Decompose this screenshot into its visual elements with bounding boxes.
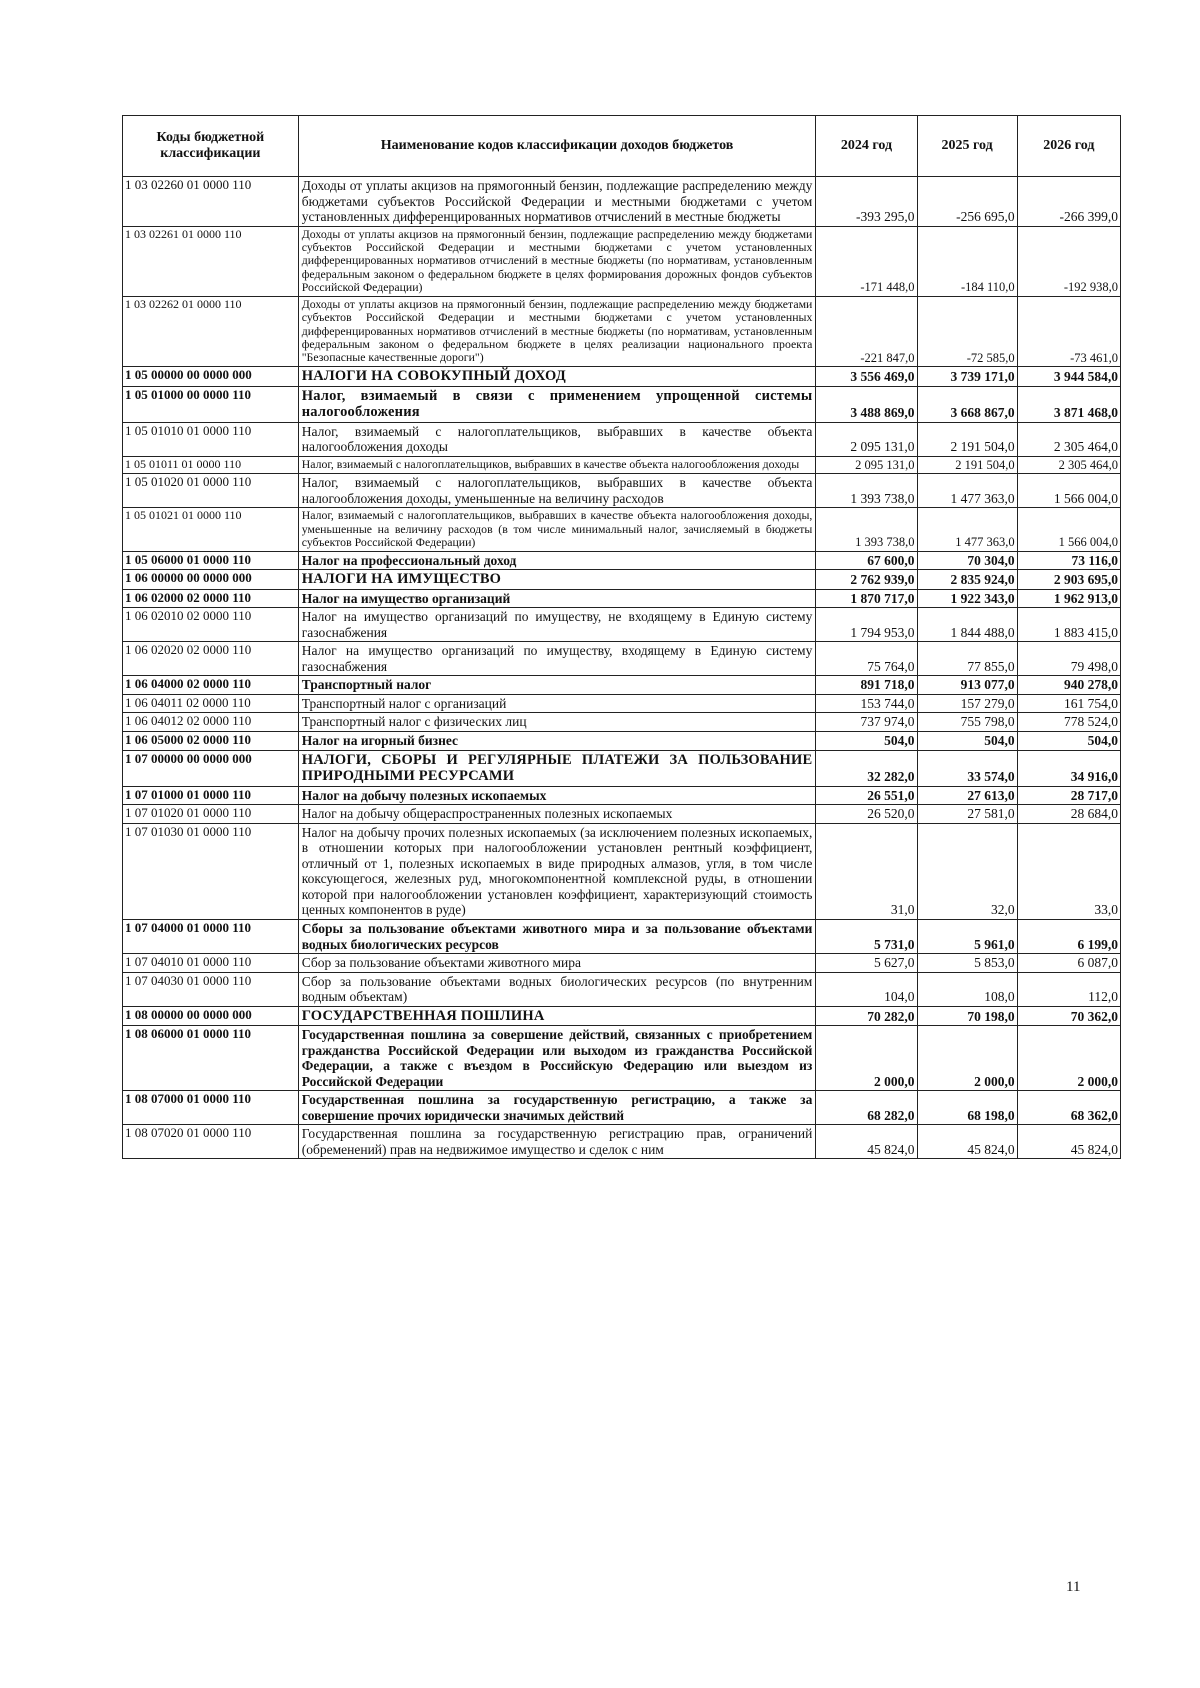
row-name: Налог, взимаемый с налогоплательщиков, выбравших в качестве объекта налогообложения доходы — [298, 456, 816, 473]
row-name: Транспортный налог — [298, 676, 816, 695]
row-value-2024: 2 095 131,0 — [816, 456, 917, 473]
table-row — [123, 805, 1121, 824]
row-name: Государственная пошлина за государственную регистрацию, а также за совершение прочих юридически значимых действий — [298, 1091, 816, 1125]
row-code: 1 07 04030 01 0000 110 — [123, 972, 299, 1006]
table-row — [123, 676, 1121, 695]
table-row — [123, 508, 1121, 551]
row-value-2025: 2 000,0 — [917, 1026, 1017, 1091]
row-name: Налог на профессиональный доход — [298, 551, 816, 570]
row-value-2024: 70 282,0 — [816, 1006, 917, 1026]
row-name: Налог, взимаемый с налогоплательщиков, выбравших в качестве объекта налогообложения доходы — [298, 422, 816, 456]
row-code: 1 07 01000 01 0000 110 — [123, 786, 299, 805]
row-value-2024: 5 627,0 — [816, 954, 917, 973]
row-value-2026: 2 000,0 — [1017, 1026, 1120, 1091]
table-row — [123, 1026, 1121, 1091]
table-row — [123, 732, 1121, 751]
row-name: Доходы от уплаты акцизов на прямогонный бензин, подлежащие распределению между бюджетами субъектов Российской Федерации и местными бюджетами с учетом установленных дифференцированных нормативов отчислений в местные бюджеты — [298, 177, 816, 227]
row-name: Сборы за пользование объектами животного мира и за пользование объектами водных биологических ресурсов — [298, 919, 816, 953]
row-value-2024: 26 551,0 — [816, 786, 917, 805]
table-row — [123, 422, 1121, 456]
row-value-2026: 6 087,0 — [1017, 954, 1120, 973]
row-value-2024: 737 974,0 — [816, 713, 917, 732]
row-value-2025: 1 922 343,0 — [917, 589, 1017, 608]
table-row — [123, 474, 1121, 508]
row-value-2026: 778 524,0 — [1017, 713, 1120, 732]
row-code: 1 08 00000 00 0000 000 — [123, 1006, 299, 1026]
row-code: 1 06 02020 02 0000 110 — [123, 642, 299, 676]
table-header-row — [123, 116, 1121, 177]
table-row — [123, 713, 1121, 732]
row-name: Транспортный налог с физических лиц — [298, 713, 816, 732]
row-value-2026: 73 116,0 — [1017, 551, 1120, 570]
row-code: 1 05 01000 00 0000 110 — [123, 386, 299, 422]
header-name: Наименование кодов классификации доходов бюджетов — [298, 116, 816, 177]
row-value-2024: 32 282,0 — [816, 750, 917, 786]
row-name: Налог на игорный бизнес — [298, 732, 816, 751]
page-number: 11 — [1066, 1579, 1081, 1595]
table-row — [123, 551, 1121, 570]
row-value-2025: 157 279,0 — [917, 694, 1017, 713]
row-code: 1 07 01030 01 0000 110 — [123, 823, 299, 919]
table-row — [123, 1125, 1121, 1159]
row-value-2025: 2 835 924,0 — [917, 570, 1017, 590]
row-value-2026: 34 916,0 — [1017, 750, 1120, 786]
row-value-2026: 28 684,0 — [1017, 805, 1120, 824]
table-row — [123, 456, 1121, 473]
header-2024: 2024 год — [816, 116, 917, 177]
row-value-2024: 67 600,0 — [816, 551, 917, 570]
row-value-2025: 68 198,0 — [917, 1091, 1017, 1125]
table-row — [123, 1006, 1121, 1026]
row-value-2025: 45 824,0 — [917, 1125, 1017, 1159]
table-row — [123, 642, 1121, 676]
table-body — [123, 177, 1121, 1159]
table-row — [123, 570, 1121, 590]
row-code: 1 03 02260 01 0000 110 — [123, 177, 299, 227]
table-row — [123, 296, 1121, 366]
row-code: 1 07 00000 00 0000 000 — [123, 750, 299, 786]
row-value-2026: 70 362,0 — [1017, 1006, 1120, 1026]
row-code: 1 06 05000 02 0000 110 — [123, 732, 299, 751]
row-value-2026: 2 305 464,0 — [1017, 422, 1120, 456]
row-value-2024: 1 393 738,0 — [816, 508, 917, 551]
row-name: Государственная пошлина за государственную регистрацию прав, ограничений (обременений) прав на недвижимое имущество и сделок с ним — [298, 1125, 816, 1159]
row-name: Налог, взимаемый в связи с применением упрощенной системы налогообложения — [298, 386, 816, 422]
row-value-2026: 3 944 584,0 — [1017, 366, 1120, 386]
row-value-2024: 2 095 131,0 — [816, 422, 917, 456]
row-code: 1 05 01011 01 0000 110 — [123, 456, 299, 473]
row-code: 1 05 01020 01 0000 110 — [123, 474, 299, 508]
row-code: 1 06 04011 02 0000 110 — [123, 694, 299, 713]
row-value-2024: -171 448,0 — [816, 226, 917, 296]
row-value-2025: 755 798,0 — [917, 713, 1017, 732]
row-value-2026: 1 566 004,0 — [1017, 474, 1120, 508]
row-value-2025: 1 477 363,0 — [917, 474, 1017, 508]
revenue-table — [122, 115, 1121, 1159]
row-name: Налог, взимаемый с налогоплательщиков, выбравших в качестве объекта налогообложения доходы, уменьшенные на величину расходов (в том числе минимальный налог, зачисляемый в бюджеты субъектов Российской Федерации) — [298, 508, 816, 551]
row-code: 1 07 04010 01 0000 110 — [123, 954, 299, 973]
row-name: НАЛОГИ НА ИМУЩЕСТВО — [298, 570, 816, 590]
row-value-2024: 1 794 953,0 — [816, 608, 917, 642]
row-value-2024: 75 764,0 — [816, 642, 917, 676]
row-code: 1 05 01010 01 0000 110 — [123, 422, 299, 456]
row-value-2025: 33 574,0 — [917, 750, 1017, 786]
table-row — [123, 226, 1121, 296]
row-value-2024: 1 870 717,0 — [816, 589, 917, 608]
row-value-2025: 5 853,0 — [917, 954, 1017, 973]
row-value-2026: -73 461,0 — [1017, 296, 1120, 366]
row-value-2026: 112,0 — [1017, 972, 1120, 1006]
row-value-2025: 32,0 — [917, 823, 1017, 919]
row-code: 1 03 02262 01 0000 110 — [123, 296, 299, 366]
row-code: 1 06 04012 02 0000 110 — [123, 713, 299, 732]
row-value-2025: 2 191 504,0 — [917, 422, 1017, 456]
row-code: 1 05 01021 01 0000 110 — [123, 508, 299, 551]
row-value-2024: 26 520,0 — [816, 805, 917, 824]
row-name: Налог, взимаемый с налогоплательщиков, выбравших в качестве объекта налогообложения доходы, уменьшенные на величину расходов — [298, 474, 816, 508]
row-code: 1 06 02000 02 0000 110 — [123, 589, 299, 608]
row-name: Налог на добычу прочих полезных ископаемых (за исключением полезных ископаемых, в отношении которых при налогообложении установлен рентный коэффициент, отличный от 1, полезных ископаемых в виде природных алмазов, угля, в том числе коксующегося, железных руд, многокомпонентной комплексной руды, в отношении которой при налогообложении установлен коэффициент, характеризующий стоимость ценных компонентов в руде) — [298, 823, 816, 919]
row-value-2024: 153 744,0 — [816, 694, 917, 713]
table-row — [123, 608, 1121, 642]
row-value-2026: 2 305 464,0 — [1017, 456, 1120, 473]
row-value-2024: 104,0 — [816, 972, 917, 1006]
row-code: 1 08 07020 01 0000 110 — [123, 1125, 299, 1159]
table-row — [123, 589, 1121, 608]
table-row — [123, 750, 1121, 786]
row-value-2026: -266 399,0 — [1017, 177, 1120, 227]
row-value-2024: 31,0 — [816, 823, 917, 919]
row-value-2025: 108,0 — [917, 972, 1017, 1006]
row-value-2025: 27 613,0 — [917, 786, 1017, 805]
row-name: Сбор за пользование объектами животного мира — [298, 954, 816, 973]
row-value-2026: 1 883 415,0 — [1017, 608, 1120, 642]
row-name: Налог на добычу полезных ископаемых — [298, 786, 816, 805]
row-name: Налог на добычу общераспространенных полезных ископаемых — [298, 805, 816, 824]
row-value-2025: 1 477 363,0 — [917, 508, 1017, 551]
table-row — [123, 694, 1121, 713]
row-value-2024: 68 282,0 — [816, 1091, 917, 1125]
table-row — [123, 177, 1121, 227]
row-value-2026: 28 717,0 — [1017, 786, 1120, 805]
row-value-2026: 1 566 004,0 — [1017, 508, 1120, 551]
row-value-2024: -393 295,0 — [816, 177, 917, 227]
row-value-2025: -256 695,0 — [917, 177, 1017, 227]
header-2026: 2026 год — [1017, 116, 1120, 177]
row-value-2026: 2 903 695,0 — [1017, 570, 1120, 590]
row-value-2026: 45 824,0 — [1017, 1125, 1120, 1159]
table-row — [123, 366, 1121, 386]
row-name: НАЛОГИ НА СОВОКУПНЫЙ ДОХОД — [298, 366, 816, 386]
row-value-2024: 5 731,0 — [816, 919, 917, 953]
row-value-2024: 45 824,0 — [816, 1125, 917, 1159]
row-value-2025: -184 110,0 — [917, 226, 1017, 296]
row-value-2026: 1 962 913,0 — [1017, 589, 1120, 608]
row-value-2025: 70 304,0 — [917, 551, 1017, 570]
row-code: 1 07 04000 01 0000 110 — [123, 919, 299, 953]
table-row — [123, 1091, 1121, 1125]
row-name: Сбор за пользование объектами водных биологических ресурсов (по внутренним водным объектам) — [298, 972, 816, 1006]
row-code: 1 05 06000 01 0000 110 — [123, 551, 299, 570]
row-code: 1 06 00000 00 0000 000 — [123, 570, 299, 590]
header-2025: 2025 год — [917, 116, 1017, 177]
row-value-2026: 68 362,0 — [1017, 1091, 1120, 1125]
row-value-2026: -192 938,0 — [1017, 226, 1120, 296]
row-value-2025: 27 581,0 — [917, 805, 1017, 824]
row-value-2025: -72 585,0 — [917, 296, 1017, 366]
row-value-2024: -221 847,0 — [816, 296, 917, 366]
row-value-2025: 5 961,0 — [917, 919, 1017, 953]
table-row — [123, 823, 1121, 919]
table-row — [123, 954, 1121, 973]
row-value-2024: 2 762 939,0 — [816, 570, 917, 590]
row-value-2025: 504,0 — [917, 732, 1017, 751]
row-name: Налог на имущество организаций — [298, 589, 816, 608]
row-value-2025: 70 198,0 — [917, 1006, 1017, 1026]
row-value-2026: 79 498,0 — [1017, 642, 1120, 676]
row-value-2024: 2 000,0 — [816, 1026, 917, 1091]
row-value-2026: 504,0 — [1017, 732, 1120, 751]
row-value-2026: 940 278,0 — [1017, 676, 1120, 695]
row-name: ГОСУДАРСТВЕННАЯ ПОШЛИНА — [298, 1006, 816, 1026]
row-value-2025: 3 739 171,0 — [917, 366, 1017, 386]
row-value-2025: 913 077,0 — [917, 676, 1017, 695]
row-name: НАЛОГИ, СБОРЫ И РЕГУЛЯРНЫЕ ПЛАТЕЖИ ЗА ПОЛЬЗОВАНИЕ ПРИРОДНЫМИ РЕСУРСАМИ — [298, 750, 816, 786]
row-name: Транспортный налог с организаций — [298, 694, 816, 713]
row-code: 1 06 02010 02 0000 110 — [123, 608, 299, 642]
row-name: Доходы от уплаты акцизов на прямогонный бензин, подлежащие распределению между бюджетами субъектов Российской Федерации и местными бюджетами с учетом установленных дифференцированных нормативов отчислений в местные бюджеты (по нормативам, установленным федеральным законом о федеральном бюджете в целях реализации национального проекта "Безопасные качественные дороги") — [298, 296, 816, 366]
table-row — [123, 786, 1121, 805]
table-row — [123, 386, 1121, 422]
header-code: Коды бюджетной классификации — [123, 116, 299, 177]
row-code: 1 08 07000 01 0000 110 — [123, 1091, 299, 1125]
row-name: Государственная пошлина за совершение действий, связанных с приобретением гражданства Российской Федерации или выходом из гражданства Российской Федерации, а также с въездом в Российскую Федерацию или выездом из Российской Федерации — [298, 1026, 816, 1091]
row-value-2025: 3 668 867,0 — [917, 386, 1017, 422]
row-name: Налог на имущество организаций по имуществу, входящему в Единую систему газоснабжения — [298, 642, 816, 676]
row-name: Доходы от уплаты акцизов на прямогонный бензин, подлежащие распределению между бюджетами субъектов Российской Федерации и местными бюджетами с учетом установленных дифференцированных нормативов отчислений в местные бюджеты (по нормативам, установленным федеральным законом о федеральном бюджете в целях формирования дорожных фондов субъектов Российской Федерации) — [298, 226, 816, 296]
row-value-2026: 6 199,0 — [1017, 919, 1120, 953]
row-value-2026: 33,0 — [1017, 823, 1120, 919]
row-value-2025: 77 855,0 — [917, 642, 1017, 676]
row-code: 1 03 02261 01 0000 110 — [123, 226, 299, 296]
row-value-2025: 2 191 504,0 — [917, 456, 1017, 473]
row-value-2026: 161 754,0 — [1017, 694, 1120, 713]
row-code: 1 05 00000 00 0000 000 — [123, 366, 299, 386]
row-value-2024: 3 556 469,0 — [816, 366, 917, 386]
row-value-2024: 1 393 738,0 — [816, 474, 917, 508]
row-code: 1 07 01020 01 0000 110 — [123, 805, 299, 824]
row-code: 1 06 04000 02 0000 110 — [123, 676, 299, 695]
row-code: 1 08 06000 01 0000 110 — [123, 1026, 299, 1091]
row-value-2026: 3 871 468,0 — [1017, 386, 1120, 422]
table-row — [123, 972, 1121, 1006]
table-row — [123, 919, 1121, 953]
row-value-2024: 891 718,0 — [816, 676, 917, 695]
row-value-2024: 504,0 — [816, 732, 917, 751]
row-value-2024: 3 488 869,0 — [816, 386, 917, 422]
row-value-2025: 1 844 488,0 — [917, 608, 1017, 642]
row-name: Налог на имущество организаций по имуществу, не входящему в Единую систему газоснабжения — [298, 608, 816, 642]
